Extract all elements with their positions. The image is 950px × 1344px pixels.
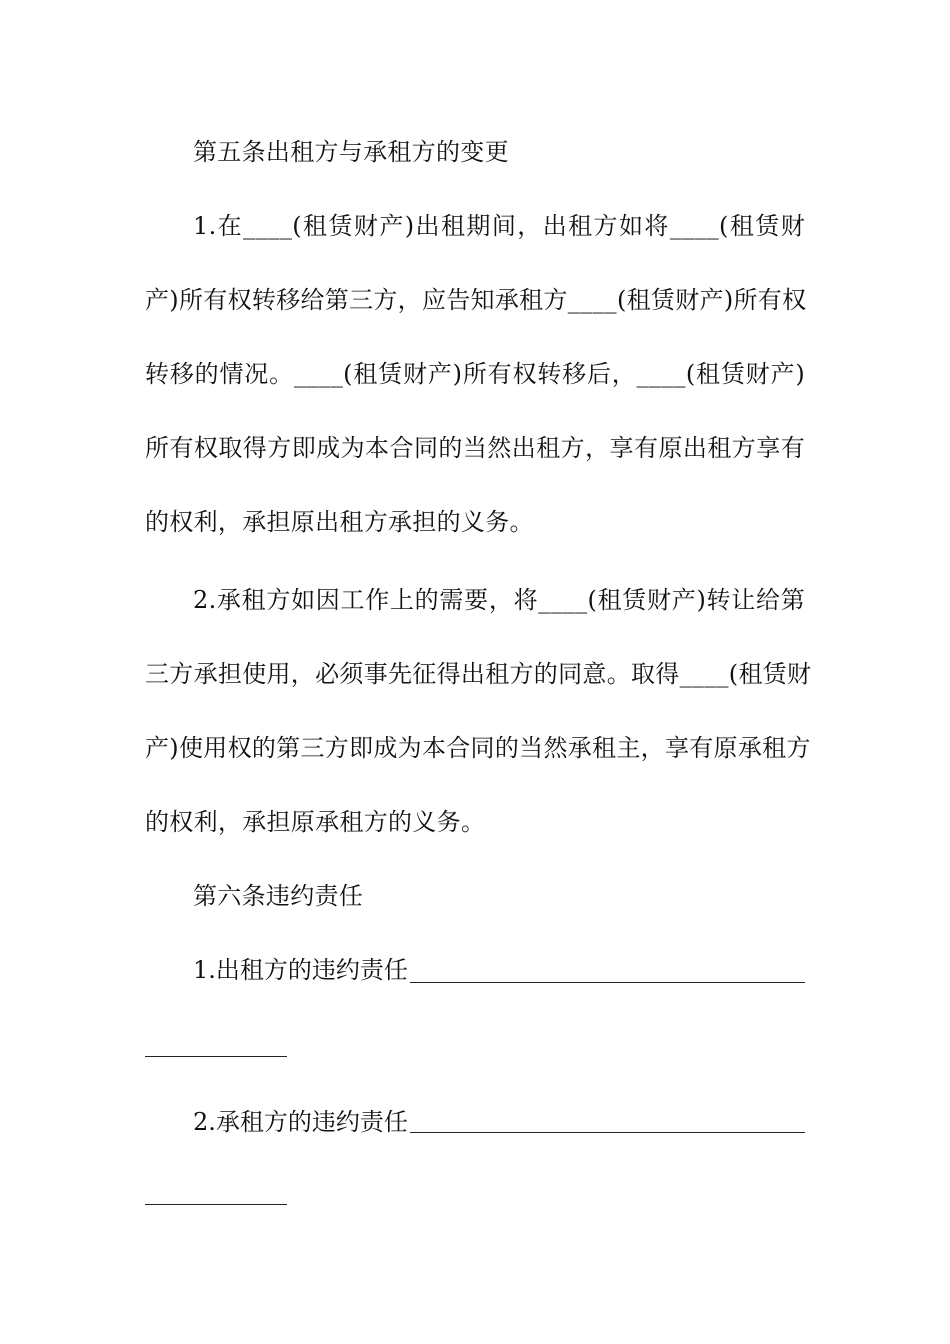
article-5-para-1-line-5: 的权利，承担原出租方承担的义务。 bbox=[145, 508, 534, 536]
breach-lessee-blank-line-2 bbox=[145, 1204, 287, 1205]
article-5-heading: 第五条出租方与承租方的变更 bbox=[193, 138, 509, 166]
article-5-para-2-line-4: 的权利，承担原承租方的义务。 bbox=[145, 808, 486, 836]
article-5-para-2-line-2: 三方承担使用，必须事先征得出租方的同意。取得____(租赁财 bbox=[145, 660, 812, 688]
article-6-heading: 第六条违约责任 bbox=[193, 882, 364, 910]
article-5-para-2-line-1: 2.承租方如因工作上的需要，将____(租赁财产)转让给第 bbox=[193, 586, 805, 614]
breach-lessee-label: 2.承租方的违约责任 bbox=[193, 1108, 408, 1136]
article-5-para-2-line-3: 产)使用权的第三方即成为本合同的当然承租主，享有原承租方 bbox=[145, 734, 811, 762]
article-5-para-1-line-3: 转移的情况。____(租赁财产)所有权转移后，____(租赁财产) bbox=[145, 360, 805, 388]
breach-lessee-blank-line-1 bbox=[410, 1132, 805, 1133]
article-5-para-1-line-4: 所有权取得方即成为本合同的当然出租方，享有原出租方享有 bbox=[145, 434, 805, 462]
breach-lessor-blank-line-1 bbox=[410, 982, 805, 983]
breach-lessor-blank-line-2 bbox=[145, 1056, 287, 1057]
article-5-para-1-line-2: 产)所有权转移给第三方，应告知承租方____(租赁财产)所有权 bbox=[145, 286, 807, 314]
breach-lessor-label: 1.出租方的违约责任 bbox=[193, 956, 408, 984]
article-5-para-1-line-1: 1.在____(租赁财产)出租期间，出租方如将____(租赁财 bbox=[193, 212, 805, 240]
